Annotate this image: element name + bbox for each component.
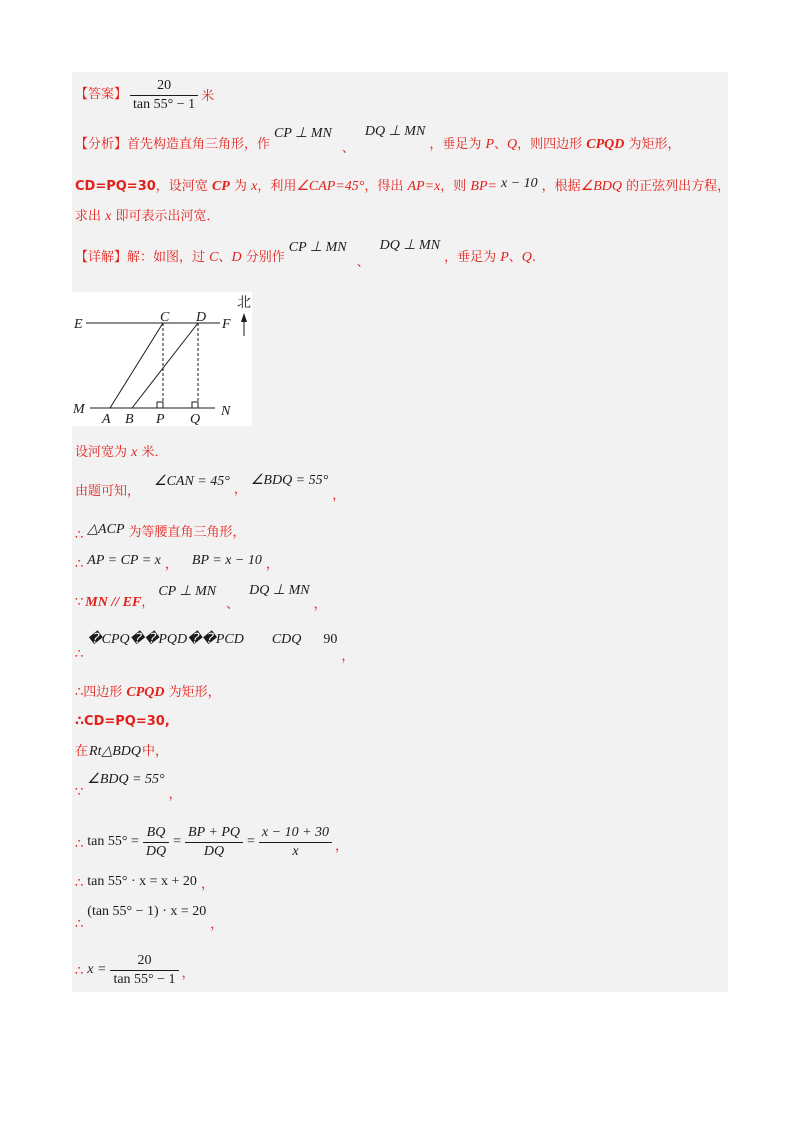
fraction-denominator: DQ — [203, 843, 225, 859]
step-line — [75, 822, 348, 862]
fraction-numerator: 20 — [110, 953, 178, 971]
north-arrow-head-icon — [241, 313, 247, 322]
step-text: ∴四边形 — [75, 685, 127, 700]
point-d: D — [231, 250, 242, 265]
fraction-numerator: 20 — [130, 78, 198, 96]
point-q: Q — [507, 137, 518, 152]
math-angle-equalities: �CPQ��PQD��PCD — [87, 632, 244, 647]
answer-fraction — [130, 78, 198, 113]
math-ninety: 90 — [323, 632, 338, 647]
punctuation: ， — [141, 595, 155, 610]
because-symbol: ∵ — [75, 785, 84, 800]
step-text: 为矩形， — [164, 685, 221, 700]
variable-x: x — [251, 179, 258, 194]
point-label-n: N — [221, 404, 231, 419]
analysis-text: ，垂足为 — [429, 137, 486, 152]
separator: 、 — [494, 137, 508, 152]
analysis-text: 的正弦列出方程， — [622, 179, 731, 194]
step-line — [75, 524, 246, 542]
separator: 、 — [226, 597, 240, 612]
step-line — [75, 873, 214, 891]
math-dq-perp-mn: DQ ⊥ MN — [379, 238, 441, 253]
math-angle-can: ∠CAN = 45° — [154, 474, 230, 489]
analysis-text: 求出 — [75, 209, 106, 224]
equation-cd-pq: CD=PQ=30 — [75, 179, 156, 194]
math-tan-equation: tan 55° · x = x + 20 — [87, 874, 197, 889]
step-line — [75, 554, 279, 572]
math-mn-parallel-ef: MN // EF — [85, 595, 142, 610]
point-p: P — [500, 250, 509, 265]
point-p: P — [485, 137, 495, 152]
analysis-text: 即可表示出河宽． — [111, 209, 220, 224]
punctuation: ， — [335, 839, 349, 854]
step-line — [75, 743, 168, 761]
analysis-text: 为矩形， — [624, 137, 681, 152]
step-line — [75, 444, 168, 462]
analysis-text: ，根据 — [541, 179, 581, 194]
detail-tag: 【详解】 — [75, 250, 128, 265]
point-label-f: F — [222, 317, 231, 332]
point-c: C — [209, 250, 219, 265]
analysis-text: ，则 — [440, 179, 471, 194]
math-dq-perp-mn: DQ ⊥ MN — [364, 124, 426, 139]
fraction-numerator: BQ — [143, 825, 169, 843]
step-line — [75, 684, 221, 702]
segment-bp: BP= — [470, 179, 497, 194]
equation-cd-pq: ∴CD=PQ=30, — [75, 714, 170, 729]
math-bp-x-minus-10: BP = x − 10 — [191, 553, 262, 568]
math-angle-cdq: CDQ — [271, 632, 302, 647]
point-label-c: C — [160, 310, 170, 325]
segment-ac — [110, 323, 163, 408]
math-x-equals: x = — [87, 962, 107, 977]
quadrilateral-cpqd: CPQD — [126, 685, 165, 700]
punctuation: ， — [332, 488, 346, 503]
math-angle-bdq: ∠BDQ = 55° — [250, 473, 329, 488]
step-text: 设河宽为 — [75, 445, 132, 460]
punctuation: ， — [164, 557, 178, 572]
river-width-diagram — [72, 292, 252, 426]
step-line — [75, 631, 355, 664]
right-angle-mark-q — [192, 402, 198, 408]
detail-text: ，垂足为 — [444, 250, 501, 265]
math-x-minus-10: x − 10 — [500, 176, 538, 191]
analysis-tag: 【分析】 — [75, 137, 128, 152]
because-symbol: ∵ — [75, 595, 84, 610]
punctuation: ， — [341, 649, 355, 664]
separator: 、 — [218, 250, 232, 265]
point-q: Q — [521, 250, 532, 265]
analysis-text: 首先构造直角三角形，作 — [127, 137, 271, 152]
separator: 、 — [356, 255, 370, 270]
analysis-text: 为 — [229, 179, 252, 194]
quadrilateral-cpqd: CPQD — [586, 137, 625, 152]
math-cp-perp-mn: CP ⊥ MN — [158, 584, 217, 599]
therefore-symbol: ∴ — [75, 917, 84, 932]
analysis-text: ，设河宽 — [155, 179, 212, 194]
point-label-b: B — [125, 412, 134, 426]
step-line — [75, 771, 182, 802]
fraction-denominator: DQ — [145, 843, 167, 859]
therefore-symbol: ∴ — [75, 557, 84, 572]
segment-cp: CP — [211, 179, 230, 194]
detail-text: 解：如图，过 — [127, 250, 210, 265]
math-cp-perp-mn: CP ⊥ MN — [274, 126, 332, 141]
answer-unit: 米 — [201, 89, 215, 104]
therefore-symbol: ∴ — [75, 528, 84, 543]
step-text: 为等腰直角三角形， — [128, 525, 246, 540]
equals-sign: = — [247, 834, 255, 849]
punctuation: ， — [200, 877, 214, 892]
fraction-numerator: BP + PQ — [185, 825, 243, 843]
step-text: 在 — [75, 744, 89, 759]
step-line — [75, 583, 327, 612]
angle-bdq: ∠BDQ — [580, 179, 622, 194]
angle-cap: ∠CAP=45° — [296, 179, 365, 194]
punctuation: ， — [233, 482, 247, 497]
fraction-result — [110, 953, 178, 988]
math-tan-55: tan 55° = — [87, 834, 139, 849]
fraction-x-expression — [259, 825, 332, 860]
equation-ap: AP=x — [407, 179, 441, 194]
math-ap-cp-x: AP = CP = x — [87, 553, 161, 568]
analysis-text: ，得出 — [364, 179, 408, 194]
point-label-d: D — [196, 310, 207, 325]
analysis-line-1 — [75, 124, 681, 156]
punctuation: ， — [168, 787, 182, 802]
punctuation: ， — [313, 597, 327, 612]
step-text: 由题可知， — [75, 484, 141, 499]
math-angle-bdq: ∠BDQ = 55° — [87, 772, 165, 787]
variable-x: x — [131, 445, 138, 460]
analysis-text: ，利用 — [257, 179, 297, 194]
answer-line — [75, 76, 214, 114]
fraction-denominator: x — [292, 843, 299, 859]
right-angle-mark-p — [157, 402, 163, 408]
variable-x: x — [105, 209, 112, 224]
math-factored-equation: (tan 55° − 1) · x = 20 — [87, 904, 207, 919]
step-line — [75, 473, 346, 503]
punctuation: ， — [210, 917, 224, 932]
analysis-line-3 — [75, 208, 220, 226]
detail-line-1 — [75, 238, 537, 270]
point-label-m: M — [73, 402, 85, 417]
detail-text: 分别作 — [241, 250, 285, 265]
point-label-a: A — [102, 412, 111, 426]
fraction-bq-dq — [143, 825, 169, 860]
therefore-symbol: ∴ — [75, 876, 84, 891]
step-line — [75, 713, 170, 731]
step-text: 米． — [137, 445, 168, 460]
math-cp-perp-mn: CP ⊥ MN — [288, 240, 347, 255]
punctuation: ， — [265, 557, 279, 572]
step-line — [75, 903, 224, 932]
step-line — [75, 950, 195, 990]
separator: 、 — [341, 141, 355, 156]
math-triangle-acp: △ACP — [87, 522, 125, 537]
therefore-symbol: ∴ — [75, 964, 84, 979]
segment-bd — [132, 323, 198, 408]
equals-sign: = — [173, 834, 182, 849]
therefore-symbol: ∴ — [75, 647, 84, 662]
fraction-denominator: tan 55° − 1 — [113, 971, 176, 987]
punctuation: ， — [181, 966, 195, 981]
analysis-text: ，则四边形 — [517, 137, 587, 152]
math-right-triangle-bdq: Rt△BDQ — [89, 744, 141, 759]
math-dq-perp-mn: DQ ⊥ MN — [249, 583, 310, 598]
detail-text: . — [531, 250, 537, 265]
fraction-bp-pq-dq — [185, 825, 243, 860]
point-label-p: P — [156, 412, 165, 426]
separator: 、 — [508, 250, 522, 265]
point-label-e: E — [74, 317, 83, 332]
therefore-symbol: ∴ — [75, 837, 84, 852]
analysis-line-2 — [75, 176, 731, 196]
fraction-numerator: x − 10 + 30 — [259, 825, 332, 843]
north-label: 北 — [237, 295, 251, 311]
fraction-denominator: tan 55° − 1 — [133, 96, 196, 112]
step-text: 中， — [142, 744, 169, 759]
answer-tag: 【答案】 — [75, 87, 128, 102]
point-label-q: Q — [190, 412, 201, 426]
